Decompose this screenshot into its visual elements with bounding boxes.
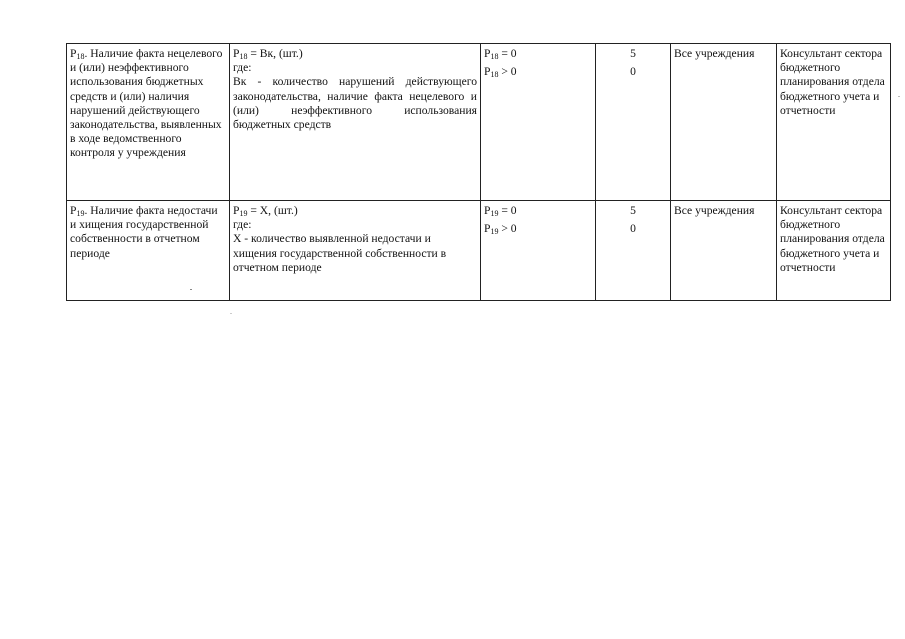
scan-speck	[190, 289, 192, 290]
condition-prefix: P	[484, 222, 491, 235]
formula-where: где:	[233, 61, 252, 75]
formula-prefix: P	[233, 204, 240, 217]
formula-cell	[230, 44, 481, 201]
indicator-text: . Наличие факта недостачи и хищения государственной собственности в отчетном периоде	[70, 204, 218, 260]
table-row	[67, 201, 891, 301]
indicator-prefix: P	[70, 47, 77, 60]
conditions-cell	[481, 44, 596, 201]
responsible-cell: Консультант сектора бюджетного планирования отдела бюджетного учета и отчетности	[777, 201, 891, 301]
condition-line	[484, 218, 592, 240]
formula-subscript: 18	[239, 52, 248, 61]
scope-cell: Все учреждения	[671, 44, 777, 201]
formula-description: Вк - количество нарушений действующего законодательства, наличие факта нецелевого и (или) неэффективного использования бюджетных средств	[233, 75, 477, 132]
score-cell	[596, 44, 671, 201]
indicator-cell	[67, 44, 230, 201]
formula-line	[233, 204, 477, 218]
condition-line	[484, 61, 592, 83]
formula-description: X - количество выявленной недостачи и хищения государственной собственности в отчетном периоде	[233, 232, 447, 274]
condition-line	[484, 204, 592, 218]
indicator-subscript: 18	[76, 52, 85, 61]
scan-speck	[898, 96, 900, 97]
formula-prefix: P	[233, 47, 240, 60]
condition-line	[484, 47, 592, 61]
condition-subscript: 18	[490, 52, 499, 61]
formula-subscript: 19	[239, 209, 248, 218]
score-value: 5	[630, 47, 636, 60]
condition-subscript: 19	[490, 227, 499, 236]
condition-prefix: P	[484, 47, 491, 60]
criteria-table	[66, 43, 891, 301]
condition-rest: > 0	[498, 65, 517, 78]
scan-speck	[230, 313, 232, 314]
conditions-cell	[481, 201, 596, 301]
formula-cell	[230, 201, 481, 301]
condition-subscript: 18	[490, 70, 499, 79]
condition-rest: = 0	[498, 204, 517, 217]
formula-rest: = X, (шт.)	[247, 204, 298, 217]
responsible-cell: Консультант сектора бюджетного планирования отдела бюджетного учета и отчетности	[777, 44, 891, 201]
score-cell	[596, 201, 671, 301]
score-value: 5	[630, 204, 636, 217]
indicator-prefix: P	[70, 204, 77, 217]
score-value: 0	[630, 222, 636, 235]
condition-prefix: P	[484, 204, 491, 217]
formula-where: где:	[233, 218, 252, 232]
indicator-cell	[67, 201, 230, 301]
score-value: 0	[630, 65, 636, 78]
indicator-subscript: 19	[76, 209, 85, 218]
scope-cell: Все учреждения	[671, 201, 777, 301]
condition-prefix: P	[484, 65, 491, 78]
table-row	[67, 44, 891, 201]
formula-rest: = Вк, (шт.)	[247, 47, 303, 60]
formula-line	[233, 47, 477, 61]
condition-rest: > 0	[498, 222, 517, 235]
condition-subscript: 19	[490, 209, 499, 218]
condition-rest: = 0	[498, 47, 517, 60]
indicator-text: . Наличие факта нецелевого и (или) неэффективного использования бюджетных средств и (или) наличия нарушений действующего законодательства, выявленных в ходе ведомственного контроля у учреждения	[70, 47, 223, 160]
